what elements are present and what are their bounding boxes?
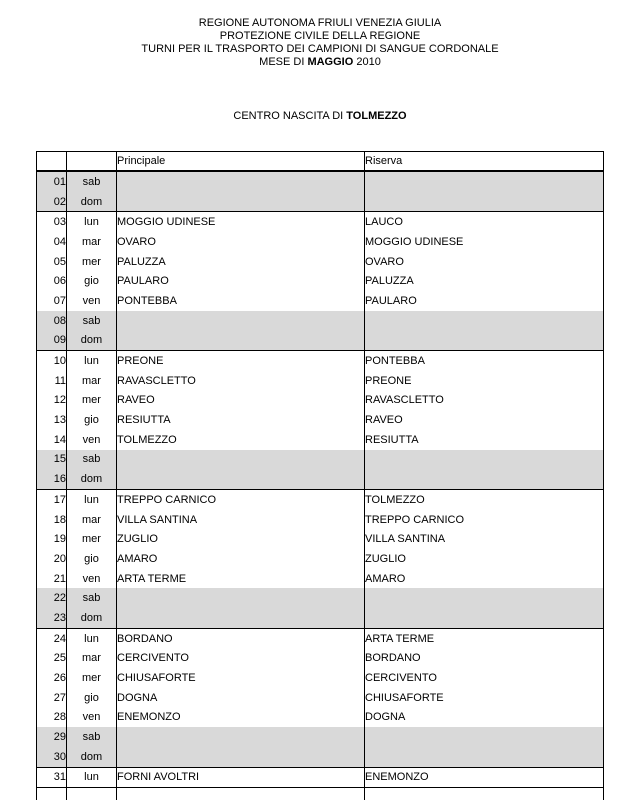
riserva-cell: PREONE [365, 371, 604, 391]
day-number: 26 [37, 668, 67, 688]
riserva-cell: PALUZZA [365, 271, 604, 291]
header-line-region: REGIONE AUTONOMA FRIULI VENEZIA GIULIA [198, 17, 442, 29]
table-row [37, 410, 604, 430]
day-number: 31 [37, 767, 67, 788]
day-number: 02 [37, 192, 67, 212]
principale-cell: MOGGIO UDINESE [117, 212, 365, 232]
schedule-table [36, 151, 604, 800]
riserva-cell [365, 747, 604, 767]
table-row [37, 649, 604, 669]
day-number: 24 [37, 628, 67, 648]
day-number: 18 [37, 510, 67, 530]
weekday-label: sab [67, 311, 117, 331]
day-number: 07 [37, 291, 67, 311]
day-number: 09 [37, 331, 67, 351]
riserva-cell [365, 450, 604, 470]
day-number: 03 [37, 212, 67, 232]
day-number: 23 [37, 608, 67, 628]
table-row [37, 212, 604, 232]
weekday-label: dom [67, 608, 117, 628]
col-header-weekday [67, 152, 117, 172]
table-row [37, 490, 604, 510]
principale-cell: VILLA SANTINA [117, 510, 365, 530]
riserva-cell: MOGGIO UDINESE [365, 232, 604, 252]
riserva-cell: ENEMONZO [365, 767, 604, 788]
day-number: 08 [37, 311, 67, 331]
birth-center-title [0, 110, 640, 122]
riserva-cell [365, 727, 604, 747]
riserva-cell [365, 469, 604, 489]
principale-cell: TREPPO CARNICO [117, 490, 365, 510]
day-number: 17 [37, 490, 67, 510]
table-row [37, 628, 604, 648]
principale-cell [117, 331, 365, 351]
table-row [37, 767, 604, 788]
principale-cell: CERCIVENTO [117, 649, 365, 669]
weekday-label: lun [67, 628, 117, 648]
principale-cell [117, 192, 365, 212]
riserva-cell: BORDANO [365, 649, 604, 669]
principale-cell [117, 311, 365, 331]
table-row [37, 450, 604, 470]
day-number: 19 [37, 529, 67, 549]
day-number: 11 [37, 371, 67, 391]
day-number: 14 [37, 430, 67, 450]
table-row [37, 668, 604, 688]
table-row [37, 232, 604, 252]
weekday-label: mar [67, 510, 117, 530]
principale-cell [117, 450, 365, 470]
weekday-label: mar [67, 232, 117, 252]
table-row [37, 371, 604, 391]
table-row [37, 271, 604, 291]
day-number: 10 [37, 351, 67, 371]
table-row [37, 331, 604, 351]
riserva-cell [365, 608, 604, 628]
riserva-cell: RAVASCLETTO [365, 391, 604, 411]
weekday-label: gio [67, 271, 117, 291]
table-row [37, 510, 604, 530]
principale-cell: RESIUTTA [117, 410, 365, 430]
schedule-body [37, 171, 604, 800]
day-number: 12 [37, 391, 67, 411]
riserva-cell: CERCIVENTO [365, 668, 604, 688]
principale-cell: RAVASCLETTO [117, 371, 365, 391]
table-row [37, 608, 604, 628]
principale-cell: PONTEBBA [117, 291, 365, 311]
table-row [37, 588, 604, 608]
month-name: MAGGIO [307, 56, 354, 68]
day-number: 20 [37, 549, 67, 569]
table-row [37, 192, 604, 212]
table-row [37, 529, 604, 549]
riserva-cell: ZUGLIO [365, 549, 604, 569]
table-row [37, 291, 604, 311]
riserva-cell [365, 588, 604, 608]
day-number: 01 [37, 171, 67, 192]
table-row-cutoff [37, 788, 604, 800]
table-row [37, 747, 604, 767]
header-line-title: TURNI PER IL TRASPORTO DEI CAMPIONI DI SANGUE CORDONALE [141, 43, 499, 55]
birth-center-name: TOLMEZZO [346, 110, 407, 122]
day-number: 04 [37, 232, 67, 252]
month-year: 2010 [353, 56, 381, 68]
weekday-label: mar [67, 371, 117, 391]
principale-cell: ARTA TERME [117, 569, 365, 589]
weekday-label: sab [67, 171, 117, 192]
weekday-label: mer [67, 668, 117, 688]
riserva-cell [365, 311, 604, 331]
weekday-label: dom [67, 331, 117, 351]
weekday-label: sab [67, 588, 117, 608]
weekday-label: lun [67, 490, 117, 510]
riserva-cell: TREPPO CARNICO [365, 510, 604, 530]
principale-cell: FORNI AVOLTRI [117, 767, 365, 788]
table-row [37, 430, 604, 450]
riserva-cell: DOGNA [365, 708, 604, 728]
principale-cell [117, 608, 365, 628]
principale-cell: TOLMEZZO [117, 430, 365, 450]
weekday-label: gio [67, 688, 117, 708]
day-number: 21 [37, 569, 67, 589]
empty-cell [117, 788, 365, 800]
principale-cell [117, 469, 365, 489]
weekday-label: sab [67, 727, 117, 747]
riserva-cell [365, 192, 604, 212]
table-row [37, 171, 604, 192]
birth-center-prefix: CENTRO NASCITA DI [233, 110, 347, 122]
riserva-cell: PAULARO [365, 291, 604, 311]
day-number: 28 [37, 708, 67, 728]
day-number: 05 [37, 252, 67, 272]
day-number: 30 [37, 747, 67, 767]
empty-cell [37, 788, 67, 800]
table-row [37, 569, 604, 589]
table-row [37, 311, 604, 331]
principale-cell [117, 727, 365, 747]
day-number: 29 [37, 727, 67, 747]
weekday-label: ven [67, 430, 117, 450]
table-row [37, 252, 604, 272]
riserva-cell: PONTEBBA [365, 351, 604, 371]
weekday-label: mer [67, 529, 117, 549]
riserva-cell: TOLMEZZO [365, 490, 604, 510]
principale-cell: CHIUSAFORTE [117, 668, 365, 688]
principale-cell: ENEMONZO [117, 708, 365, 728]
header-line-department: PROTEZIONE CIVILE DELLA REGIONE [219, 30, 421, 42]
riserva-cell: OVARO [365, 252, 604, 272]
day-number: 13 [37, 410, 67, 430]
month-prefix: MESE DI [259, 56, 308, 68]
col-header-day [37, 152, 67, 172]
principale-cell [117, 747, 365, 767]
riserva-cell: RAVEO [365, 410, 604, 430]
weekday-label: mer [67, 391, 117, 411]
riserva-cell: LAUCO [365, 212, 604, 232]
principale-cell: RAVEO [117, 391, 365, 411]
weekday-label: mer [67, 252, 117, 272]
col-header-principale: Principale [117, 152, 365, 172]
riserva-cell: ARTA TERME [365, 628, 604, 648]
principale-cell [117, 171, 365, 192]
principale-cell: ZUGLIO [117, 529, 365, 549]
weekday-label: lun [67, 767, 117, 788]
principale-cell: PAULARO [117, 271, 365, 291]
document-header [0, 17, 640, 69]
principale-cell: PREONE [117, 351, 365, 371]
weekday-label: dom [67, 747, 117, 767]
weekday-label: lun [67, 351, 117, 371]
day-number: 27 [37, 688, 67, 708]
day-number: 06 [37, 271, 67, 291]
principale-cell: PALUZZA [117, 252, 365, 272]
principale-cell: AMARO [117, 549, 365, 569]
riserva-cell [365, 331, 604, 351]
weekday-label: ven [67, 569, 117, 589]
principale-cell: OVARO [117, 232, 365, 252]
schedule-head [37, 152, 604, 172]
weekday-label: gio [67, 549, 117, 569]
principale-cell: BORDANO [117, 628, 365, 648]
table-row [37, 549, 604, 569]
day-number: 25 [37, 649, 67, 669]
riserva-cell [365, 171, 604, 192]
weekday-label: ven [67, 708, 117, 728]
col-header-riserva: Riserva [365, 152, 604, 172]
weekday-label: lun [67, 212, 117, 232]
day-number: 22 [37, 588, 67, 608]
weekday-label: dom [67, 469, 117, 489]
day-number: 15 [37, 450, 67, 470]
weekday-label: gio [67, 410, 117, 430]
weekday-label: dom [67, 192, 117, 212]
weekday-label: sab [67, 450, 117, 470]
principale-cell [117, 588, 365, 608]
weekday-label: mar [67, 649, 117, 669]
weekday-label: ven [67, 291, 117, 311]
table-row [37, 351, 604, 371]
riserva-cell: RESIUTTA [365, 430, 604, 450]
table-row [37, 688, 604, 708]
empty-cell [67, 788, 117, 800]
riserva-cell: VILLA SANTINA [365, 529, 604, 549]
day-number: 16 [37, 469, 67, 489]
riserva-cell: AMARO [365, 569, 604, 589]
table-row [37, 469, 604, 489]
principale-cell: DOGNA [117, 688, 365, 708]
empty-cell [365, 788, 604, 800]
table-header-row [37, 152, 604, 172]
table-row [37, 727, 604, 747]
header-line-month [0, 56, 640, 69]
table-row [37, 708, 604, 728]
riserva-cell: CHIUSAFORTE [365, 688, 604, 708]
table-row [37, 391, 604, 411]
